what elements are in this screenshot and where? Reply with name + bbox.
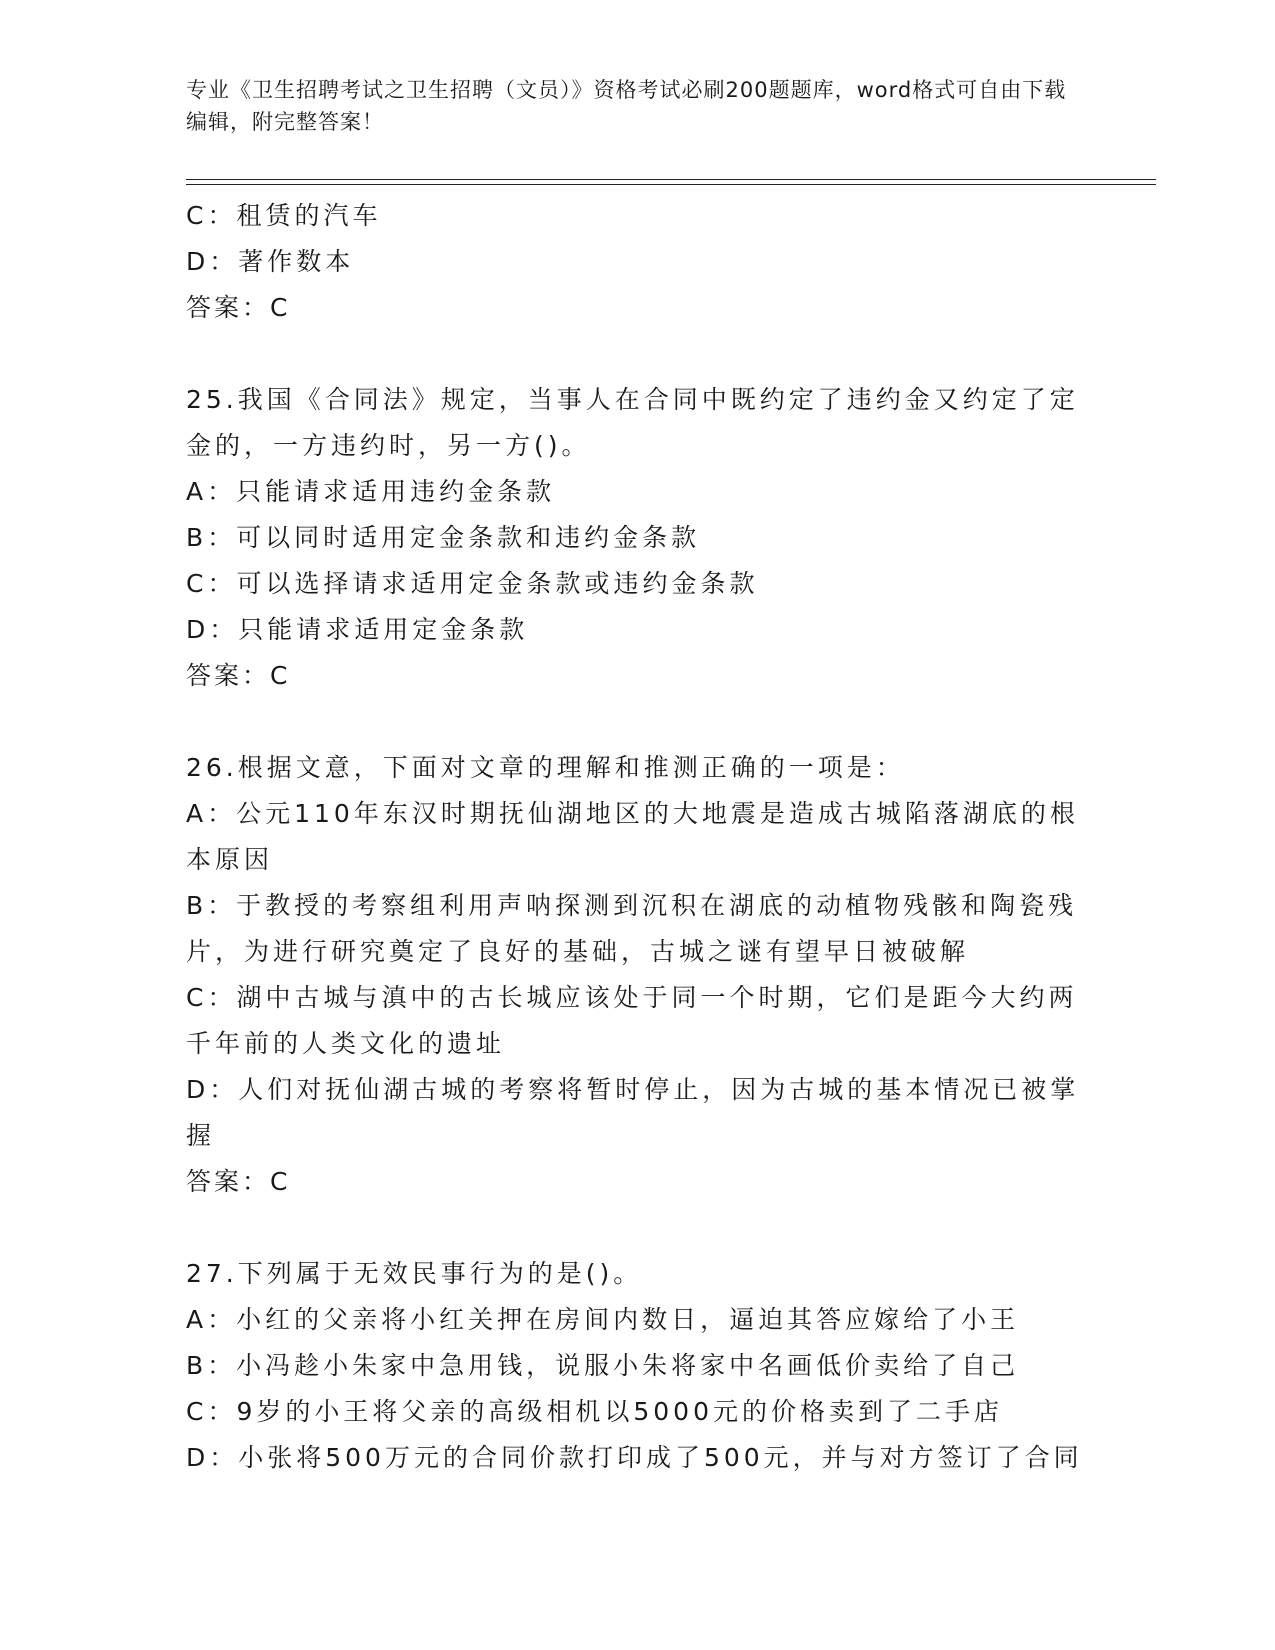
option-d: D：著作数本 <box>186 247 355 276</box>
option-d: D：只能请求适用定金条款 <box>186 615 529 644</box>
spacer <box>186 331 1076 377</box>
option-c: C：9岁的小王将父亲的高级相机以5000元的价格卖到了二手店 <box>186 1397 1003 1426</box>
spacer <box>186 1205 1076 1251</box>
question-text-line: 26.根据文意，下面对文章的理解和推测正确的一项是： <box>186 753 905 782</box>
option-b: B：可以同时适用定金条款和违约金条款 <box>186 523 701 552</box>
question-text-line: 金的，一方违约时，另一方()。 <box>186 431 591 460</box>
option-c: C：可以选择请求适用定金条款或违约金条款 <box>186 569 759 598</box>
answer-line: 答案：C <box>186 1167 291 1196</box>
option-a: A：公元110年东汉时期抚仙湖地区的大地震是造成古城陷落湖底的根 <box>186 799 1079 828</box>
option-d: D：小张将500万元的合同价款打印成了500元，并与对方签订了合同 <box>186 1443 1083 1472</box>
option-c: C：租赁的汽车 <box>186 201 382 230</box>
question-text-line: 25.我国《合同法》规定，当事人在合同中既约定了违约金又约定了定 <box>186 385 1079 414</box>
header-divider-top <box>186 179 1156 180</box>
answer-line: 答案：C <box>186 293 291 322</box>
option-c-continued: 千年前的人类文化的遗址 <box>186 1029 506 1058</box>
option-d-continued: 握 <box>186 1121 216 1150</box>
question-27 <box>186 1251 1083 1481</box>
option-d: D：人们对抚仙湖古城的考察将暂时停止，因为古城的基本情况已被掌 <box>186 1075 1080 1104</box>
document-body <box>186 193 1083 1481</box>
header-divider-bottom <box>186 184 1156 185</box>
spacer <box>186 699 1076 745</box>
option-b: B：小冯趁小朱家中急用钱，说服小朱将家中名画低价卖给了自己 <box>186 1351 1020 1380</box>
page-header <box>186 74 1076 138</box>
option-a: A：只能请求适用违约金条款 <box>186 477 556 506</box>
option-a: A：小红的父亲将小红关押在房间内数日，逼迫其答应嫁给了小王 <box>186 1305 1020 1334</box>
option-b-continued: 片，为进行研究奠定了良好的基础，古城之谜有望早日被破解 <box>186 937 970 966</box>
option-c: C：湖中古城与滇中的古长城应该处于同一个时期，它们是距今大约两 <box>186 983 1078 1012</box>
question-26 <box>186 745 1080 1205</box>
question-text-line: 27.下列属于无效民事行为的是()。 <box>186 1259 643 1288</box>
question-24-continued <box>186 193 1076 331</box>
option-a-continued: 本原因 <box>186 845 274 874</box>
question-25 <box>186 377 1079 699</box>
header-text: 专业《卫生招聘考试之卫生招聘（文员）》资格考试必刷200题题库，word格式可自由下载编辑，附完整答案！ <box>186 78 1067 134</box>
answer-line: 答案：C <box>186 661 291 690</box>
option-b: B：于教授的考察组利用声呐探测到沉积在湖底的动植物残骸和陶瓷残 <box>186 891 1078 920</box>
